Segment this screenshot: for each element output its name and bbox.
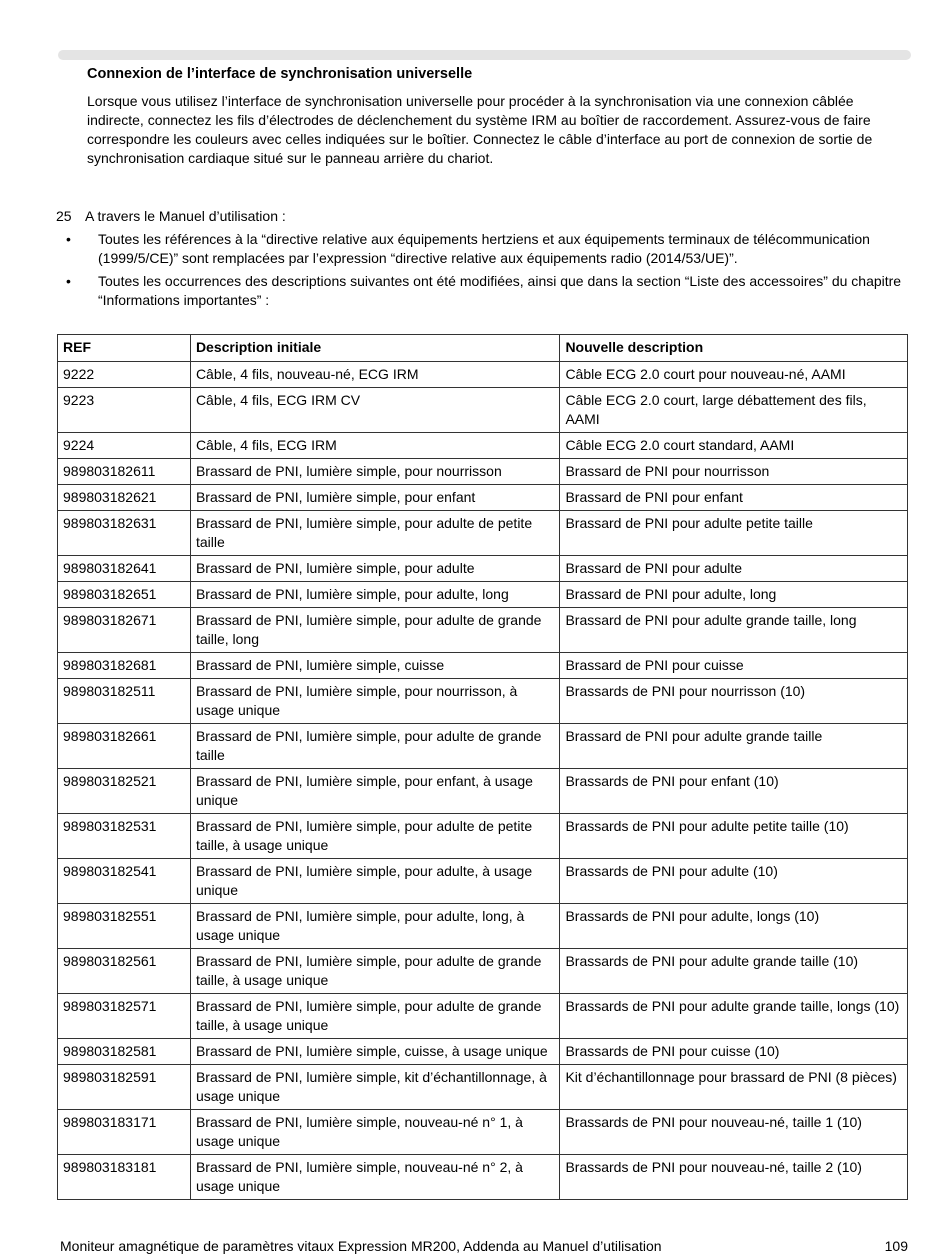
table-row: [58, 653, 908, 679]
cell-initial-description: Brassard de PNI, lumière simple, pour adulte de grande taille, à usage unique: [190, 994, 560, 1039]
cell-initial-description: Brassard de PNI, lumière simple, pour adulte, à usage unique: [190, 859, 560, 904]
cell-initial-description: Brassard de PNI, lumière simple, pour enfant: [190, 485, 560, 511]
cell-ref: 989803182641: [58, 556, 191, 582]
footer-title: Moniteur amagnétique de paramètres vitaux Expression MR200, Addenda au Manuel d’utilisation: [60, 1238, 662, 1254]
column-header-ref: REF: [58, 335, 191, 362]
cell-new-description: Câble ECG 2.0 court, large débattement des fils, AAMI: [560, 388, 908, 433]
cell-ref: 989803182551: [58, 904, 191, 949]
cell-new-description: Brassards de PNI pour nourrisson (10): [560, 679, 908, 724]
cell-initial-description: Brassard de PNI, lumière simple, cuisse, à usage unique: [190, 1039, 560, 1065]
table-row: [58, 511, 908, 556]
table-row: [58, 433, 908, 459]
table-row: [58, 1155, 908, 1200]
cell-new-description: Brassard de PNI pour adulte, long: [560, 582, 908, 608]
cell-initial-description: Brassard de PNI, lumière simple, pour adulte de petite taille, à usage unique: [190, 814, 560, 859]
cell-new-description: Brassard de PNI pour adulte: [560, 556, 908, 582]
table-row: [58, 1065, 908, 1110]
cell-new-description: Brassards de PNI pour cuisse (10): [560, 1039, 908, 1065]
table-row: [58, 679, 908, 724]
cell-new-description: Brassard de PNI pour cuisse: [560, 653, 908, 679]
bullet-text: Toutes les occurrences des descriptions suivantes ont été modifiées, ainsi que dans la section “Liste des accessoires” du chapitre “Informations importantes” :: [98, 273, 902, 308]
bullet-list: [58, 230, 910, 314]
column-header-initial-description: Description initiale: [190, 335, 560, 362]
cell-ref: 989803182631: [58, 511, 191, 556]
cell-ref: 989803182651: [58, 582, 191, 608]
cell-initial-description: Brassard de PNI, lumière simple, nouveau-né n° 2, à usage unique: [190, 1155, 560, 1200]
table-row: [58, 608, 908, 653]
cell-new-description: Brassards de PNI pour adulte petite taille (10): [560, 814, 908, 859]
cell-initial-description: Câble, 4 fils, nouveau-né, ECG IRM: [190, 362, 560, 388]
table-row: [58, 814, 908, 859]
cell-new-description: Brassards de PNI pour adulte grande taille (10): [560, 949, 908, 994]
cell-ref: 989803183181: [58, 1155, 191, 1200]
cell-ref: 9224: [58, 433, 191, 459]
cell-initial-description: Brassard de PNI, lumière simple, pour adulte, long, à usage unique: [190, 904, 560, 949]
table-row: [58, 1039, 908, 1065]
cell-ref: 989803182661: [58, 724, 191, 769]
page-number: 109: [884, 1238, 908, 1254]
table-row: [58, 769, 908, 814]
cell-initial-description: Brassard de PNI, lumière simple, pour enfant, à usage unique: [190, 769, 560, 814]
cell-new-description: Brassard de PNI pour adulte grande taille: [560, 724, 908, 769]
table-row: [58, 724, 908, 769]
cell-ref: 989803182521: [58, 769, 191, 814]
cell-ref: 989803183171: [58, 1110, 191, 1155]
table-row: [58, 485, 908, 511]
column-header-new-description: Nouvelle description: [560, 335, 908, 362]
cell-new-description: Brassards de PNI pour adulte (10): [560, 859, 908, 904]
table-row: [58, 362, 908, 388]
table-row: [58, 994, 908, 1039]
bullet-icon: •: [66, 231, 71, 247]
table-row: [58, 459, 908, 485]
cell-ref: 989803182581: [58, 1039, 191, 1065]
cell-initial-description: Brassard de PNI, lumière simple, cuisse: [190, 653, 560, 679]
cell-ref: 989803182621: [58, 485, 191, 511]
cell-initial-description: Brassard de PNI, lumière simple, pour adulte de grande taille: [190, 724, 560, 769]
cell-ref: 989803182591: [58, 1065, 191, 1110]
cell-new-description: Brassards de PNI pour nouveau-né, taille 2 (10): [560, 1155, 908, 1200]
cell-new-description: Brassards de PNI pour adulte, longs (10): [560, 904, 908, 949]
cell-ref: 989803182671: [58, 608, 191, 653]
cell-initial-description: Brassard de PNI, lumière simple, pour nourrisson, à usage unique: [190, 679, 560, 724]
cell-ref: 9222: [58, 362, 191, 388]
cell-ref: 989803182561: [58, 949, 191, 994]
cell-ref: 989803182571: [58, 994, 191, 1039]
cell-new-description: Brassards de PNI pour adulte grande taille, longs (10): [560, 994, 908, 1039]
cell-new-description: Brassard de PNI pour adulte grande taille, long: [560, 608, 908, 653]
cell-ref: 989803182681: [58, 653, 191, 679]
cell-initial-description: Brassard de PNI, lumière simple, nouveau-né n° 1, à usage unique: [190, 1110, 560, 1155]
cell-initial-description: Câble, 4 fils, ECG IRM: [190, 433, 560, 459]
bullet-item: [58, 230, 910, 268]
cell-new-description: Brassards de PNI pour enfant (10): [560, 769, 908, 814]
section-body: Lorsque vous utilisez l’interface de synchronisation universelle pour procéder à la synchronisation via une connexion câblée indirecte, connectez les fils d’électrodes de déclenchement du système IRM au boîtier de raccordement. Assurez-vous de faire correspondre les couleurs avec celles indiquées sur le boîtier. Connectez le câble d’interface au port de connexion de sortie de synchronisation cardiaque situé sur le panneau arrière du chariot.: [87, 93, 873, 166]
table-row: [58, 388, 908, 433]
cell-new-description: Kit d’échantillonnage pour brassard de PNI (8 pièces): [560, 1065, 908, 1110]
cell-initial-description: Câble, 4 fils, ECG IRM CV: [190, 388, 560, 433]
item-number: 25: [56, 208, 72, 224]
bullet-item: [58, 272, 910, 310]
table-row: [58, 1110, 908, 1155]
table-row: [58, 556, 908, 582]
cell-new-description: Brassard de PNI pour nourrisson: [560, 459, 908, 485]
item-text: A travers le Manuel d’utilisation :: [85, 208, 286, 224]
table-header-row: [58, 335, 908, 362]
cell-new-description: Câble ECG 2.0 court standard, AAMI: [560, 433, 908, 459]
cell-initial-description: Brassard de PNI, lumière simple, pour adulte de grande taille, à usage unique: [190, 949, 560, 994]
cell-new-description: Câble ECG 2.0 court pour nouveau-né, AAMI: [560, 362, 908, 388]
table-row: [58, 859, 908, 904]
cell-new-description: Brassard de PNI pour adulte petite taille: [560, 511, 908, 556]
cell-ref: 989803182511: [58, 679, 191, 724]
numbered-item: [56, 207, 286, 226]
table-row: [58, 904, 908, 949]
accessories-table: [57, 334, 908, 1200]
cell-ref: 989803182611: [58, 459, 191, 485]
bullet-text: Toutes les références à la “directive relative aux équipements hertziens et aux équipements terminaux de télécommunication (1999/5/CE)” sont remplacées par l’expression “directive relative aux équipements radio (2014/53/UE)”.: [98, 231, 870, 266]
cell-initial-description: Brassard de PNI, lumière simple, pour adulte de petite taille: [190, 511, 560, 556]
table-row: [58, 949, 908, 994]
cell-initial-description: Brassard de PNI, lumière simple, pour adulte de grande taille, long: [190, 608, 560, 653]
cell-new-description: Brassard de PNI pour enfant: [560, 485, 908, 511]
cell-initial-description: Brassard de PNI, lumière simple, pour adulte, long: [190, 582, 560, 608]
header-rule: [58, 50, 911, 60]
bullet-icon: •: [66, 273, 71, 289]
table-row: [58, 582, 908, 608]
cell-initial-description: Brassard de PNI, lumière simple, pour adulte: [190, 556, 560, 582]
cell-initial-description: Brassard de PNI, lumière simple, kit d’échantillonnage, à usage unique: [190, 1065, 560, 1110]
cell-ref: 989803182541: [58, 859, 191, 904]
cell-new-description: Brassards de PNI pour nouveau-né, taille 1 (10): [560, 1110, 908, 1155]
cell-ref: 989803182531: [58, 814, 191, 859]
cell-initial-description: Brassard de PNI, lumière simple, pour nourrisson: [190, 459, 560, 485]
table-body: [58, 362, 908, 1200]
cell-ref: 9223: [58, 388, 191, 433]
section-title: Connexion de l’interface de synchronisation universelle: [87, 66, 473, 82]
